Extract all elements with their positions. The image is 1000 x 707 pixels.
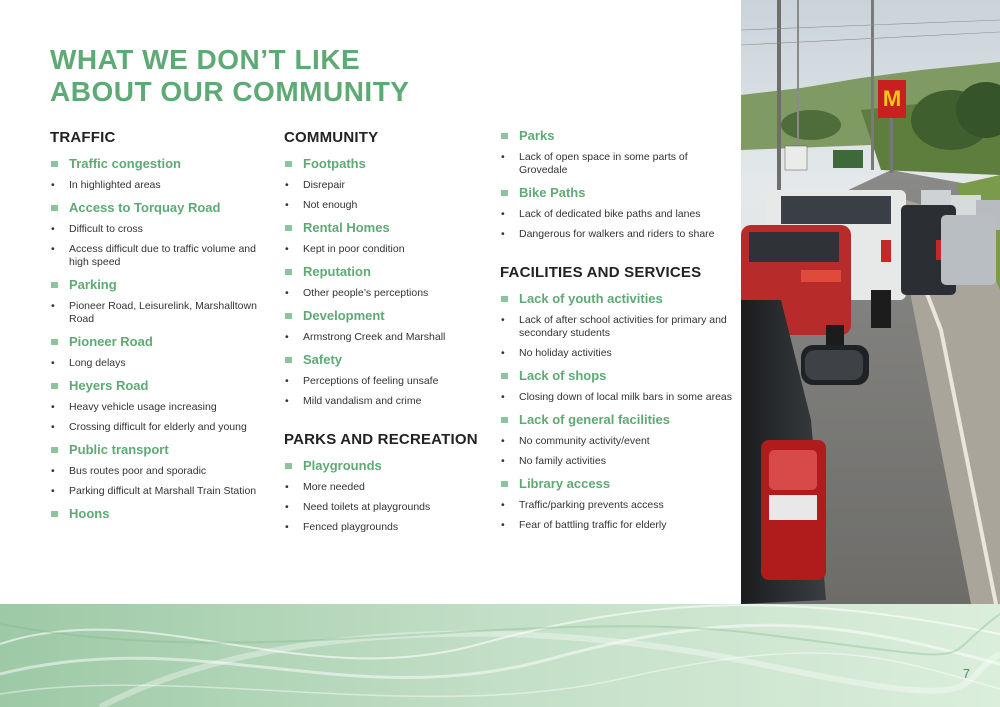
section-heading-facilities-and-services: FACILITIES AND SERVICES bbox=[500, 264, 702, 281]
topic-title-heyers-road: Heyers Road bbox=[50, 378, 265, 394]
topic-group bbox=[50, 334, 265, 370]
topic-title-hoons: Hoons bbox=[50, 506, 265, 522]
bullet-item: • Lack of after school activities for primary and secondary students bbox=[500, 314, 732, 340]
topic-group bbox=[284, 458, 484, 534]
bullet-item: • Pioneer Road, Leisurelink, Marshalltown Road bbox=[50, 300, 265, 326]
bullet-item: • Dangerous for walkers and riders to share bbox=[500, 228, 732, 241]
topic-group bbox=[500, 291, 732, 360]
bullet-item: • Crossing difficult for elderly and young bbox=[50, 421, 265, 434]
bullet-item: • Kept in poor condition bbox=[284, 243, 484, 256]
topic-group bbox=[284, 220, 484, 256]
svg-text:M: M bbox=[882, 86, 902, 111]
topic-group bbox=[50, 442, 265, 498]
page-number: 7 bbox=[962, 666, 970, 681]
bullet-item: • Other people’s perceptions bbox=[284, 287, 484, 300]
bullet-item: • Traffic/parking prevents access bbox=[500, 499, 732, 512]
bullet-item: • No family activities bbox=[500, 455, 732, 468]
bullet-item: • In highlighted areas bbox=[50, 179, 265, 192]
topic-title-pioneer-road: Pioneer Road bbox=[50, 334, 265, 350]
topic-title-footpaths: Footpaths bbox=[284, 156, 484, 172]
topic-title-lack-of-general-facilities: Lack of general facilities bbox=[500, 412, 732, 428]
column-1 bbox=[50, 128, 265, 530]
bullet-item: • No community activity/event bbox=[500, 435, 732, 448]
topic-title-parking: Parking bbox=[50, 277, 265, 293]
decorative-footer-waves bbox=[0, 604, 1000, 707]
topic-title-bike-paths: Bike Paths bbox=[500, 185, 732, 201]
topic-title-traffic-congestion: Traffic congestion bbox=[50, 156, 265, 172]
topic-title-safety: Safety bbox=[284, 352, 484, 368]
topic-title-playgrounds: Playgrounds bbox=[284, 458, 484, 474]
topic-group bbox=[284, 352, 484, 408]
topic-group bbox=[50, 200, 265, 269]
column-3 bbox=[500, 128, 732, 540]
bullet-item: • Closing down of local milk bars in some areas bbox=[500, 391, 732, 404]
bullet-item: • Armstrong Creek and Marshall bbox=[284, 331, 484, 344]
bullet-item: • No holiday activities bbox=[500, 347, 732, 360]
bullet-item: • Need toilets at playgrounds bbox=[284, 501, 484, 514]
bullet-item: • Disrepair bbox=[284, 179, 484, 192]
topic-group bbox=[284, 264, 484, 300]
bullet-item: • Perceptions of feeling unsafe bbox=[284, 375, 484, 388]
topic-group bbox=[500, 476, 732, 532]
section-heading-traffic: TRAFFIC bbox=[50, 129, 116, 146]
bullet-item: • Lack of dedicated bike paths and lanes bbox=[500, 208, 732, 221]
bullet-item: • Bus routes poor and sporadic bbox=[50, 465, 265, 478]
topic-group bbox=[500, 412, 732, 468]
topic-title-parks: Parks bbox=[500, 128, 732, 144]
bullet-item: • Parking difficult at Marshall Train Station bbox=[50, 485, 265, 498]
bullet-item: • Fenced playgrounds bbox=[284, 521, 484, 534]
bullet-item: • Difficult to cross bbox=[50, 223, 265, 236]
topic-group bbox=[500, 128, 732, 177]
page-title bbox=[50, 44, 409, 108]
topic-title-lack-of-shops: Lack of shops bbox=[500, 368, 732, 384]
bullet-item: • Lack of open space in some parts of Grovedale bbox=[500, 151, 732, 177]
topic-title-rental-homes: Rental Homes bbox=[284, 220, 484, 236]
bullet-item: • Fear of battling traffic for elderly bbox=[500, 519, 732, 532]
topic-group bbox=[500, 368, 732, 404]
bullet-item: • More needed bbox=[284, 481, 484, 494]
topic-title-library-access: Library access bbox=[500, 476, 732, 492]
topic-title-development: Development bbox=[284, 308, 484, 324]
topic-group bbox=[284, 156, 484, 212]
topic-group bbox=[50, 378, 265, 434]
column-2 bbox=[284, 128, 484, 542]
topic-group bbox=[500, 185, 732, 241]
topic-group bbox=[50, 277, 265, 326]
bullet-item: • Long delays bbox=[50, 357, 265, 370]
bullet-item: • Heavy vehicle usage increasing bbox=[50, 401, 265, 414]
section-heading-community: COMMUNITY bbox=[284, 129, 379, 146]
topic-group bbox=[50, 506, 265, 522]
topic-title-access-to-torquay-road: Access to Torquay Road bbox=[50, 200, 265, 216]
traffic-congestion-photo bbox=[741, 0, 1000, 604]
topic-title-public-transport: Public transport bbox=[50, 442, 265, 458]
bullet-item: • Not enough bbox=[284, 199, 484, 212]
page-title-line-2: ABOUT OUR COMMUNITY bbox=[50, 76, 410, 107]
topic-group bbox=[284, 308, 484, 344]
topic-group bbox=[50, 156, 265, 192]
topic-title-reputation: Reputation bbox=[284, 264, 484, 280]
bullet-item: • Mild vandalism and crime bbox=[284, 395, 484, 408]
topic-title-lack-of-youth-activities: Lack of youth activities bbox=[500, 291, 732, 307]
bullet-item: • Access difficult due to traffic volume and high speed bbox=[50, 243, 265, 269]
page-title-line-1: WHAT WE DON’T LIKE bbox=[50, 44, 361, 75]
section-heading-parks-and-recreation: PARKS AND RECREATION bbox=[284, 431, 478, 448]
